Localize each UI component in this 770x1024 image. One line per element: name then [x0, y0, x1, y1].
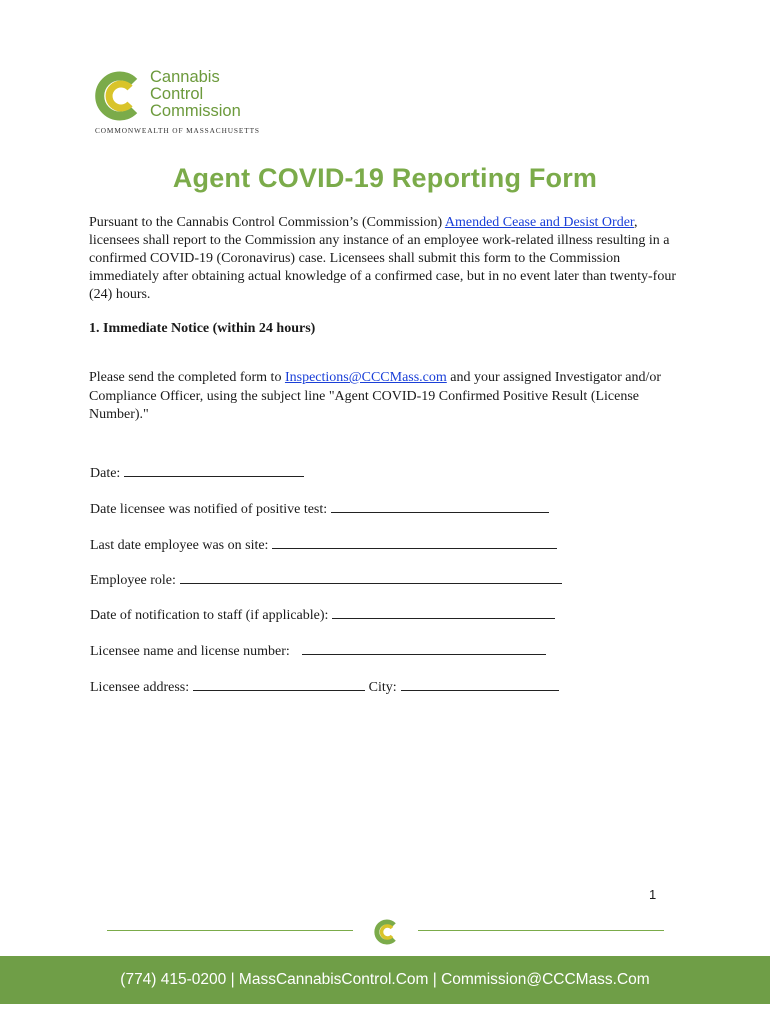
intro-rest: , licensees shall report to the Commission any instance of an employee work-related illness resulting in a confirmed COVID-19 (Coronavirus) case. Licensees shall submit this form to the Commission immediately after obtaining actual knowledge of a confirmed case, but in no event later than twenty-four (24) hours. [89, 215, 677, 302]
logo-line-cannabis: Cannabis [150, 68, 220, 86]
intro-paragraph [89, 214, 689, 304]
page-number: 1 [649, 887, 657, 902]
date-field [90, 462, 304, 482]
ccc-logo [90, 66, 270, 136]
instructions-paragraph [89, 369, 689, 425]
date-notified-label: Date licensee was notified of positive test: [90, 502, 328, 517]
footer-rule-right [418, 930, 664, 931]
footer-contact-bar [0, 956, 770, 1004]
licensee-name-input[interactable] [302, 640, 546, 655]
date-staff-notification-field [90, 604, 555, 624]
licensee-name-field [90, 640, 546, 660]
logo-wordmark [150, 69, 241, 120]
date-notified-input[interactable] [331, 498, 549, 513]
ccc-footer-icon [371, 918, 401, 946]
employee-role-input[interactable] [180, 569, 562, 584]
footer-contact-text: (774) 415-0200 | MassCannabisControl.Com | Commission@CCCMass.Com [120, 971, 650, 988]
date-staff-notification-label: Date of notification to staff (if applicable): [90, 608, 329, 623]
employee-role-field [90, 569, 562, 589]
cease-desist-order-link[interactable]: Amended Cease and Desist Order [444, 215, 635, 230]
page-title: Agent COVID-19 Reporting Form [172, 163, 598, 193]
instructions-lead: Please send the completed form to [89, 370, 285, 385]
intro-lead: Pursuant to the Cannabis Control Commission’s (Commission) [89, 215, 445, 230]
date-staff-notification-input[interactable] [332, 604, 555, 619]
date-input[interactable] [124, 462, 304, 477]
last-date-on-site-field [90, 534, 557, 554]
logo-line-commission: Commission [150, 102, 241, 120]
licensee-address-input[interactable] [193, 676, 365, 691]
section-heading-immediate-notice: 1. Immediate Notice (within 24 hours) [89, 321, 316, 336]
instructions-rest: and your assigned Investigator and/or Compliance Officer, using the subject line "Agent COVID-19 Confirmed Positive Result (License Number)." [89, 370, 662, 422]
date-notified-field [90, 498, 549, 518]
inspections-email-link[interactable]: Inspections@CCCMass.com [284, 370, 447, 385]
employee-role-label: Employee role: [90, 573, 176, 588]
date-label: Date: [90, 466, 121, 481]
licensee-name-label: Licensee name and license number: [90, 644, 290, 659]
logo-line-control: Control [150, 85, 204, 103]
logo-tagline: COMMONWEALTH OF MASSACHUSETTS [95, 126, 260, 135]
last-date-on-site-input[interactable] [272, 534, 557, 549]
last-date-on-site-label: Last date employee was on site: [90, 538, 269, 553]
footer-rule-left [107, 930, 353, 931]
city-input[interactable] [401, 676, 559, 691]
ccc-logo-icon [90, 68, 146, 124]
city-label: City: [368, 680, 397, 695]
licensee-address-label: Licensee address: [90, 680, 190, 695]
licensee-address-field [90, 676, 559, 696]
